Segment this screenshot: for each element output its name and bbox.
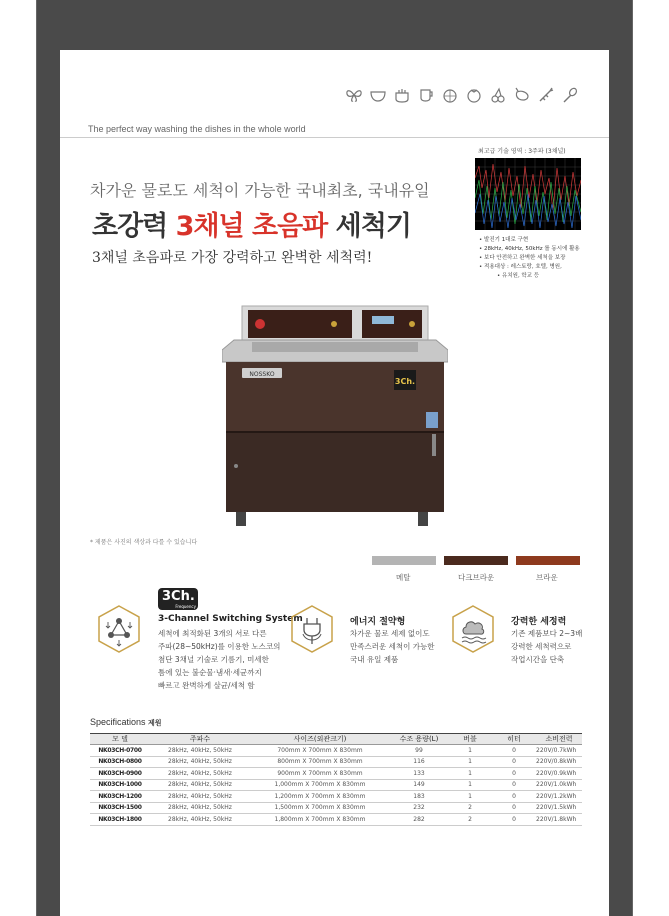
specs-cell: NK03CH-1200 xyxy=(90,791,150,803)
three-channel-badge xyxy=(158,588,198,610)
specs-cell: 28kHz, 40kHz, 50kHz xyxy=(150,756,250,768)
specs-cell: 220V/1.8kWh xyxy=(536,814,582,826)
feature-line: 주파(28~50kHz)를 이용한 노스코의 xyxy=(158,642,281,651)
waveform-note: • 적용대상 : 레스토랑, 호텔, 병원, xyxy=(479,263,580,272)
specs-cell: 1 xyxy=(448,745,492,757)
spoon-icon xyxy=(561,86,579,104)
specs-header: 수조 용량(L) xyxy=(390,734,448,745)
specs-cell: 1,500mm X 700mm X 830mm xyxy=(250,802,390,814)
color-swatch-dark-brown xyxy=(444,556,508,565)
specs-row xyxy=(90,768,582,780)
specs-cell: NK03CH-1500 xyxy=(90,802,150,814)
specs-cell: 28kHz, 40kHz, 50kHz xyxy=(150,802,250,814)
crop-mark-left xyxy=(36,0,37,916)
specs-header: 주파수 xyxy=(150,734,250,745)
specs-cell: 1,800mm X 700mm X 830mm xyxy=(250,814,390,826)
specs-header: 모 델 xyxy=(90,734,150,745)
crop-mark-right xyxy=(632,0,633,916)
specs-row xyxy=(90,802,582,814)
specs-header: 소비전력 xyxy=(536,734,582,745)
feature-body xyxy=(511,627,582,666)
product-brand-label: NOSSKO xyxy=(249,371,275,378)
frequency-switch-icon xyxy=(94,604,144,654)
specs-cell: 1,000mm X 700mm X 830mm xyxy=(250,779,390,791)
specs-cell: 232 xyxy=(390,802,448,814)
specs-cell: 1 xyxy=(448,756,492,768)
specs-cell: 183 xyxy=(390,791,448,803)
feature-line: 국내 유일 제품 xyxy=(350,655,399,664)
headline-accent: 3채널 초음파 xyxy=(175,211,328,242)
color-label-metal: 메탈 xyxy=(396,573,411,582)
specs-cell: 0 xyxy=(492,814,536,826)
product-badge-label: 3Ch. xyxy=(394,377,416,386)
specs-cell: NK03CH-0800 xyxy=(90,756,150,768)
specs-cell: 0 xyxy=(492,756,536,768)
tagline: The perfect way washing the dishes in the whole world xyxy=(88,124,306,134)
specs-cell: 28kHz, 40kHz, 50kHz xyxy=(150,814,250,826)
pepper-icon xyxy=(513,86,531,104)
specs-cell: 28kHz, 40kHz, 50kHz xyxy=(150,779,250,791)
specs-cell: 28kHz, 40kHz, 50kHz xyxy=(150,791,250,803)
feature-line: 세척에 최적화된 3개의 서로 다른 xyxy=(158,629,267,638)
badge-sub: Frequency xyxy=(175,604,196,609)
specs-title-en: Specifications xyxy=(90,717,146,727)
hero-subhead: 차가운 물로도 세척이 가능한 국내최초, 국내유일 xyxy=(90,181,430,200)
color-label-brown: 브라운 xyxy=(536,573,558,582)
specs-cell: 28kHz, 40kHz, 50kHz xyxy=(150,768,250,780)
cherry-icon xyxy=(489,86,507,104)
specs-table xyxy=(90,733,582,826)
specs-cell: 149 xyxy=(390,779,448,791)
feature-line: 강력한 세척력으로 xyxy=(511,642,572,651)
specs-cell: 282 xyxy=(390,814,448,826)
frame-top-band xyxy=(40,0,629,50)
specs-cell: 220V/1.5kWh xyxy=(536,802,582,814)
specs-row xyxy=(90,745,582,757)
waveform-note: • 유치원, 학교 등 xyxy=(479,272,580,281)
color-swatch-metal xyxy=(372,556,436,565)
specs-cell: 99 xyxy=(390,745,448,757)
feature-line: 기존 제품보다 2~3배 xyxy=(511,629,583,638)
headline-pre: 초강력 xyxy=(92,211,176,242)
divider xyxy=(60,137,609,138)
frame-right-band xyxy=(609,0,633,916)
hero-lead: 3채널 초음파로 가장 강력하고 완벽한 세척력! xyxy=(92,250,373,266)
specs-cell: 116 xyxy=(390,756,448,768)
waveform-notes xyxy=(479,236,580,281)
waveform-caption: 최고급 기술 영역 : 3주파 (3채널) xyxy=(478,148,566,155)
specs-cell: 133 xyxy=(390,768,448,780)
specs-cell: 220V/1.2kWh xyxy=(536,791,582,803)
specs-cell: 0 xyxy=(492,745,536,757)
feature-line: 첨단 3채널 기술로 기름기, 미세한 xyxy=(158,655,269,664)
feature-title: 강력한 세정력 xyxy=(511,617,567,627)
specs-cell: 0 xyxy=(492,779,536,791)
product-illustration xyxy=(222,300,448,526)
specs-cell: NK03CH-0700 xyxy=(90,745,150,757)
energy-saving-icon xyxy=(287,604,337,654)
feature-line: 차가운 물로 세제 없이도 xyxy=(350,629,430,638)
badge-main: 3Ch. xyxy=(162,589,195,604)
hero-headline xyxy=(92,204,411,243)
pot-icon xyxy=(393,86,411,104)
specs-cell: NK03CH-0900 xyxy=(90,768,150,780)
color-label-dark-brown: 다크브라운 xyxy=(458,573,495,582)
specs-cell: NK03CH-1000 xyxy=(90,779,150,791)
specs-row xyxy=(90,756,582,768)
photo-disclaimer: * 제품은 사진의 색상과 다를 수 있습니다 xyxy=(90,539,198,546)
feature-title: 3-Channel Switching System xyxy=(158,614,303,624)
specs-cell: 0 xyxy=(492,802,536,814)
specs-cell: 2 xyxy=(448,814,492,826)
color-swatch-brown xyxy=(516,556,580,565)
specs-row xyxy=(90,814,582,826)
feature-line: 빠르고 완벽하게 살균/세척 함 xyxy=(158,681,255,690)
specs-cell: 220V/0.9kWh xyxy=(536,768,582,780)
specs-cell: 0 xyxy=(492,791,536,803)
waveform-note: • 발진기 1대로 구현 xyxy=(479,236,580,245)
specs-header-row xyxy=(90,734,582,745)
specs-cell: 1 xyxy=(448,779,492,791)
category-icons xyxy=(345,86,579,104)
carrot-icon xyxy=(537,86,555,104)
feature-line: 만족스러운 세척이 가능한 xyxy=(350,642,435,651)
feature-body xyxy=(350,627,434,666)
specs-cell: 220V/0.8kWh xyxy=(536,756,582,768)
feature-line: 작업시간을 단축 xyxy=(511,655,565,664)
frame-left-band xyxy=(36,0,60,916)
specs-cell: 900mm X 700mm X 830mm xyxy=(250,768,390,780)
specs-cell: 220V/1.0kWh xyxy=(536,779,582,791)
tomato-icon xyxy=(465,86,483,104)
waveform-graphic xyxy=(475,158,581,230)
waveform-note: • 보다 안전하고 완벽한 세척을 보장 xyxy=(479,254,580,263)
specs-row xyxy=(90,791,582,803)
specs-cell: 1,200mm X 700mm X 830mm xyxy=(250,791,390,803)
cup-icon xyxy=(417,86,435,104)
specs-cell: 28kHz, 40kHz, 50kHz xyxy=(150,745,250,757)
feature-body xyxy=(158,627,280,692)
feature-line: 틈에 있는 불순물·냄새·세균까지 xyxy=(158,668,262,677)
waveform-image xyxy=(475,158,581,230)
specs-cell: 800mm X 700mm X 830mm xyxy=(250,756,390,768)
specs-cell: 0 xyxy=(492,768,536,780)
specs-header: 사이즈(외관크기) xyxy=(250,734,390,745)
specs-cell: 1 xyxy=(448,791,492,803)
waveform-note: • 28kHz, 40kHz, 50kHz 를 동시에 활용 xyxy=(479,245,580,254)
bowl-icon xyxy=(369,86,387,104)
feature-title: 에너지 절약형 xyxy=(350,617,406,627)
specs-title xyxy=(90,717,162,728)
specs-cell: 1 xyxy=(448,768,492,780)
specs-cell: 700mm X 700mm X 830mm xyxy=(250,745,390,757)
specs-cell: NK03CH-1800 xyxy=(90,814,150,826)
cleaning-power-icon xyxy=(448,604,498,654)
specs-title-ko: 제원 xyxy=(148,720,162,727)
specs-cell: 220V/0.7kWh xyxy=(536,745,582,757)
butterfly-icon xyxy=(345,86,363,104)
specs-header: 히터 xyxy=(492,734,536,745)
specs-row xyxy=(90,779,582,791)
headline-post: 세척기 xyxy=(327,211,411,242)
specs-header: 버블 xyxy=(448,734,492,745)
citrus-icon xyxy=(441,86,459,104)
specs-cell: 2 xyxy=(448,802,492,814)
